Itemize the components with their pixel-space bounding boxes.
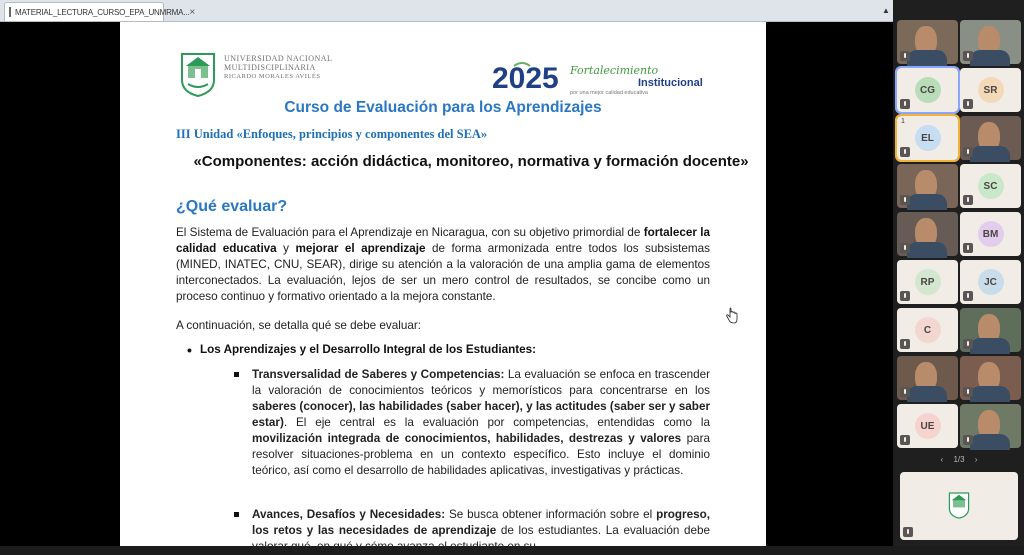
avatar: JC <box>978 269 1004 295</box>
intro-text-2: y <box>276 242 296 255</box>
mic-off-icon <box>900 99 910 109</box>
intro-bold-1: fortalecer la calidad educativa <box>176 226 710 255</box>
participant-body <box>907 386 947 402</box>
mic-off-icon <box>963 195 973 205</box>
avatar: RP <box>915 269 941 295</box>
raised-hand-count: 1 <box>901 118 905 125</box>
participant-body <box>970 386 1010 402</box>
avatar: EL <box>915 125 941 151</box>
mic-off-icon <box>903 527 913 537</box>
sub2-heading: Avances, Desafíos y Necesidades: <box>252 508 446 521</box>
sub1-text-1: La evaluación se enfoca en trascender la valoración de conocimientos teóricos y memorísticos para concentrarse en los <box>252 368 710 397</box>
document-viewer[interactable] <box>0 22 893 553</box>
subitem-transversality <box>252 367 710 479</box>
mic-off-icon <box>900 291 910 301</box>
sub1-text-3: para resolver situaciones-problema en un contexto específico. Esto incluye el dominio teórico, así como el desarrollo de habilidades aplicativas, investigativas y prácticas. <box>252 432 710 477</box>
participant-tile-sr[interactable] <box>960 68 1021 112</box>
unit-title: III Unidad «Enfoques, principios y componentes del SEA» <box>176 127 488 141</box>
mic-off-icon <box>963 243 973 253</box>
participant-video-tile[interactable] <box>960 116 1021 160</box>
participant-video-tile[interactable] <box>897 212 958 256</box>
participant-video-tile[interactable] <box>960 356 1021 400</box>
participant-tile-el[interactable] <box>897 116 958 160</box>
participant-tile-cg[interactable] <box>897 68 958 112</box>
participant-tile-ue[interactable] <box>897 404 958 448</box>
mic-off-icon <box>900 243 910 253</box>
mic-off-icon <box>900 147 910 157</box>
pager-label: 1/3 <box>953 455 965 464</box>
participant-video-tile[interactable] <box>960 20 1021 64</box>
avatar: C <box>915 317 941 343</box>
participant-video-tile[interactable] <box>960 404 1021 448</box>
participant-video-tile[interactable] <box>897 164 958 208</box>
mic-off-icon <box>963 147 973 157</box>
subitem-progress <box>252 507 710 555</box>
mic-off-icon <box>900 435 910 445</box>
university-line-2: MULTIDISCIPLINARIA <box>224 63 316 72</box>
sub2-text-2: de los estudiantes. La evaluación debe valorar qué, en qué y cómo avanza el estudiante en su <box>252 524 710 553</box>
self-view-tile[interactable] <box>900 472 1018 540</box>
brand-tagline: por una mejor calidad educativa <box>570 90 648 96</box>
sub2-text-1: Se busca obtener información sobre el <box>445 508 657 521</box>
main-title: «Componentes: acción didáctica, monitoreo, normativa y formación docente» <box>193 153 749 170</box>
participant-body <box>907 194 947 210</box>
participant-video-tile[interactable] <box>960 308 1021 352</box>
participant-tile-rp[interactable] <box>897 260 958 304</box>
mic-off-icon <box>963 387 973 397</box>
fortalecimiento-institucional-logo <box>492 58 704 96</box>
avatar: SC <box>978 173 1004 199</box>
intro-text-3: de forma armonizada entre todos los subsistemas (MINED, INATEC, CNU, SEAR), dirige su atención a la valoración de una amplia gama de elementos interconectados. La evaluación, lejos de ser un mero control de resultados, se concibe como un proceso continuo y formativo orientado a la mejora constante. <box>176 242 710 303</box>
participant-tile-bm[interactable] <box>960 212 1021 256</box>
participant-body <box>907 242 947 258</box>
participant-body <box>970 146 1010 162</box>
university-name <box>224 54 332 81</box>
mic-off-icon <box>963 99 973 109</box>
participants-panel <box>894 0 1024 546</box>
mic-off-icon <box>900 195 910 205</box>
hand-cursor-icon <box>726 308 738 324</box>
sub1-text-2: . El eje central es la evaluación por competencias, entendidas como la <box>283 416 710 429</box>
participant-tile-jc[interactable] <box>960 260 1021 304</box>
close-icon[interactable]: × <box>189 6 196 18</box>
participant-body <box>970 50 1010 66</box>
participant-video-tile[interactable] <box>897 20 958 64</box>
university-logo <box>178 50 218 98</box>
section-title: ¿Qué evaluar? <box>176 198 288 215</box>
mic-off-icon <box>963 291 973 301</box>
sub2-bold-2: progreso, los retos y las necesidades de aprendizaje <box>252 508 710 537</box>
mic-off-icon <box>963 51 973 61</box>
document-icon <box>9 7 11 17</box>
course-title: Curso de Evaluación para los Aprendizajes <box>284 99 602 116</box>
continuation-paragraph: A continuación, se detalla qué se debe evaluar: <box>176 319 421 332</box>
mic-off-icon <box>900 387 910 397</box>
intro-text-1: El Sistema de Evaluación para el Aprendizaje en Nicaragua, con su objetivo primordial de <box>176 226 644 239</box>
mic-off-icon <box>900 51 910 61</box>
mic-off-icon <box>963 435 973 445</box>
participant-tile-c[interactable] <box>897 308 958 352</box>
mic-off-icon <box>900 339 910 349</box>
brand-script: Fortalecimiento <box>570 64 659 77</box>
tab-title: MATERIAL_LECTURA_CURSO_EPA_UNMRMA... <box>15 7 190 17</box>
participants-pager <box>894 455 1024 464</box>
participant-tile-sc[interactable] <box>960 164 1021 208</box>
mic-off-icon <box>963 339 973 349</box>
participant-body <box>970 434 1010 450</box>
bullet-learning-development: • Los Aprendizajes y el Desarrollo Integral de los Estudiantes: <box>200 343 536 356</box>
sub1-bold-3: movilización integrada de conocimientos, habilidades, destrezas y valores <box>252 432 682 445</box>
university-line-3: RICARDO MORALES AVILÉS <box>224 73 321 80</box>
avatar: UE <box>915 413 941 439</box>
pdf-page <box>120 22 766 553</box>
scroll-up-icon[interactable]: ▲ <box>882 6 890 15</box>
sub1-heading: Transversalidad de Saberes y Competencias: <box>252 368 505 381</box>
pager-next-icon[interactable]: › <box>974 455 978 464</box>
document-tab[interactable] <box>4 2 196 21</box>
participant-body <box>970 338 1010 354</box>
brand-year: 2025 <box>492 62 559 95</box>
participant-body <box>907 50 947 66</box>
intro-paragraph <box>176 225 710 305</box>
university-line-1: UNIVERSIDAD NACIONAL <box>224 54 333 63</box>
pager-prev-icon[interactable]: ‹ <box>940 455 944 464</box>
intro-bold-2: mejorar el aprendizaje <box>295 242 426 255</box>
avatar: SR <box>978 77 1004 103</box>
avatar: CG <box>915 77 941 103</box>
tab-bar <box>0 0 893 22</box>
sub1-bold-2: saberes (conocer), las habilidades (saber hacer), y las actitudes (saber ser y saber estar) <box>252 400 710 429</box>
brand-word: Institucional <box>638 77 703 89</box>
participant-video-tile[interactable] <box>897 356 958 400</box>
avatar: BM <box>978 221 1004 247</box>
university-logo-avatar <box>947 490 971 520</box>
